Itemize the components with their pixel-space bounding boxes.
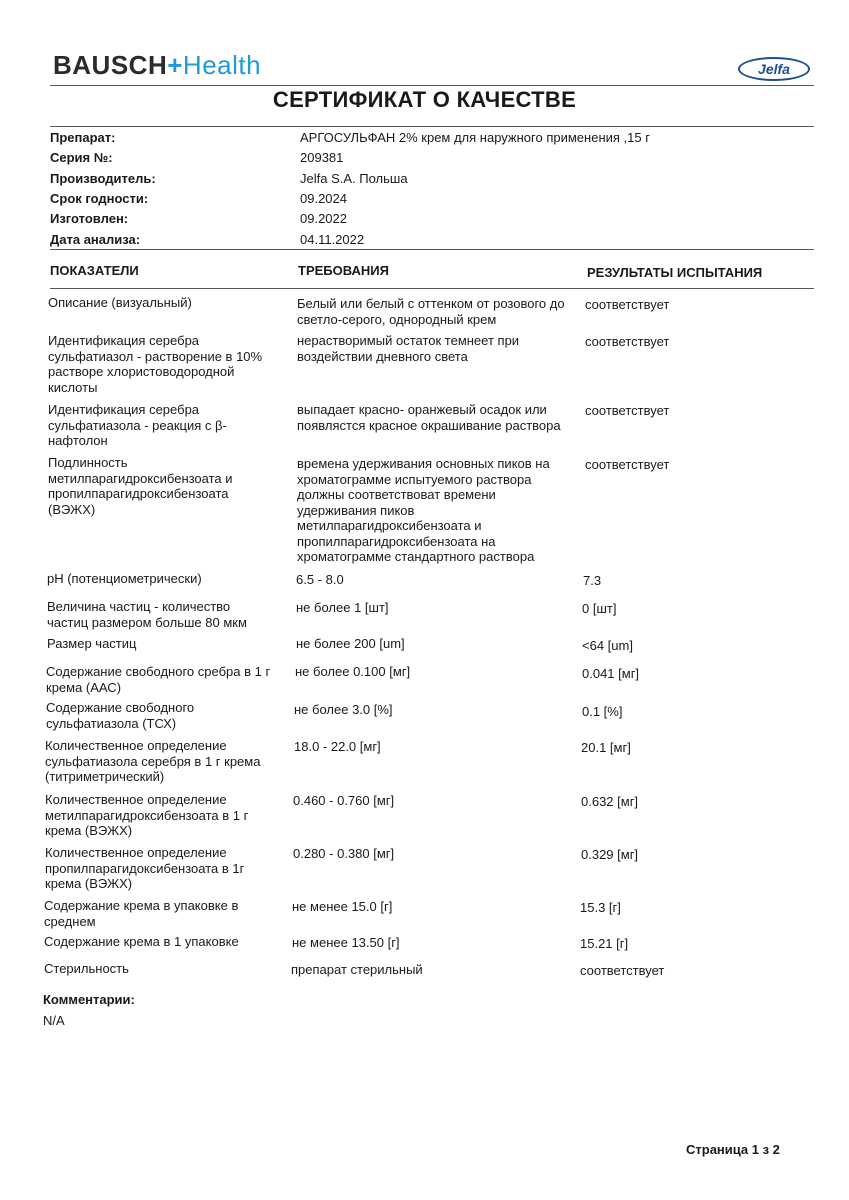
logo-plus-text: + xyxy=(167,50,183,80)
row-requirement: нерастворимый остаток темнеет при воздействии дневного света xyxy=(297,333,520,364)
row-result: соответствует xyxy=(585,403,670,418)
page-number: Страница 1 з 2 xyxy=(686,1142,780,1157)
row-requirement: не менее 13.50 [г] xyxy=(292,935,400,950)
row-result: 0 [шт] xyxy=(582,601,617,616)
row-requirement: не более 0.100 [мг] xyxy=(295,664,411,679)
row-parameter: Содержание свободного сульфатиазола (ТСХ) xyxy=(46,700,195,731)
col-header-results: РЕЗУЛЬТАТЫ ИСПЫТАНИЯ xyxy=(587,265,763,280)
row-parameter: Содержание крема в упаковке в среднем xyxy=(44,898,239,929)
info-label-manufacturer: Производитель: xyxy=(50,171,156,186)
info-label-product: Препарат: xyxy=(50,130,116,145)
row-result: 15.21 [г] xyxy=(580,936,629,951)
logo-health-text: Health xyxy=(182,50,262,80)
row-parameter: Идентификация серебра сульфатиазол - растворение в 10% растворе хлористоводородной кислоты xyxy=(48,333,263,395)
info-label-series: Серия №: xyxy=(50,150,113,165)
row-result: соответствует xyxy=(585,457,670,472)
title-divider xyxy=(50,126,814,127)
row-result: <64 [um] xyxy=(582,638,633,653)
row-parameter: Размер частиц xyxy=(47,636,137,651)
info-label-expiry: Срок годности: xyxy=(50,191,149,206)
row-requirement: не менее 15.0 [г] xyxy=(292,899,393,914)
row-result: 7.3 xyxy=(583,573,602,588)
row-requirement: времена удерживания основных пиков на хроматограмме испытуемого раствора должны соответствоват времени удерживания пиков метилпарагидроксибензоата и пропилпарагидроксибензоата на хроматограмме стандартного раствора xyxy=(297,456,550,564)
row-requirement: 0.280 - 0.380 [мг] xyxy=(293,846,395,861)
row-result: соответствует xyxy=(585,334,670,349)
row-parameter: pH (потенциометрически) xyxy=(47,571,202,586)
info-label-manufactured: Изготовлен: xyxy=(50,211,129,226)
row-parameter: Стерильность xyxy=(44,961,129,976)
info-divider xyxy=(50,249,814,250)
row-requirement: 0.460 - 0.760 [мг] xyxy=(293,793,395,808)
row-parameter: Содержание свободного сребра в 1 г крема (ААС) xyxy=(46,664,271,695)
jelfa-logo: Jelfa xyxy=(738,57,810,81)
document-title: СЕРТИФИКАТ О КАЧЕСТВЕ xyxy=(272,87,577,112)
row-parameter: Содержание крема в 1 упаковке xyxy=(44,934,239,949)
table-header-divider xyxy=(50,288,814,289)
row-result: 20.1 [мг] xyxy=(581,740,631,755)
row-parameter: Идентификация серебра сульфатиазола - реакция с β-нафтолон xyxy=(48,402,227,448)
row-requirement: Белый или белый с оттенком от розового до светло-серого, однородный крем xyxy=(297,296,565,327)
info-value-series: 209381 xyxy=(300,150,344,165)
row-parameter: Подлинность метилпарагидроксибензоата и пропилпарагидроксибензоата (ВЭЖХ) xyxy=(48,455,233,517)
row-parameter: Количественное определение пропилпарагидоксибензоата в 1г крема (ВЭЖХ) xyxy=(45,845,245,891)
info-label-analysis-date: Дата анализа: xyxy=(50,232,141,247)
row-result: 0.1 [%] xyxy=(582,704,623,719)
info-value-manufacturer: Jelfa S.A. Польша xyxy=(300,171,408,186)
info-value-expiry: 09.2024 xyxy=(300,191,347,206)
row-result: соответствует xyxy=(580,963,665,978)
row-requirement: препарат стерильный xyxy=(291,962,423,977)
bausch-health-logo xyxy=(53,50,261,80)
comments-value: N/A xyxy=(43,1013,65,1028)
row-result: 0.041 [мг] xyxy=(582,666,640,681)
row-parameter: Описание (визуальный) xyxy=(48,295,192,310)
row-parameter: Величина частиц - количество частиц размером больше 80 мкм xyxy=(47,599,247,630)
col-header-requirements: ТРЕБОВАНИЯ xyxy=(298,263,389,278)
row-parameter: Количественное определение сульфатиазола серебря в 1 г крема (титриметрический) xyxy=(45,738,261,784)
row-requirement: выпадает красно- оранжевый осадок или появлястся красное окрашивание раствора xyxy=(297,402,561,433)
row-result: соответствует xyxy=(585,297,670,312)
row-requirement: не более 200 [um] xyxy=(296,636,405,651)
comments-label: Комментарии: xyxy=(43,992,135,1007)
row-result: 0.632 [мг] xyxy=(581,794,639,809)
row-result: 0.329 [мг] xyxy=(581,847,639,862)
row-result: 15.3 [г] xyxy=(580,900,621,915)
info-value-analysis-date: 04.11.2022 xyxy=(300,232,365,247)
col-header-parameters: ПОКАЗАТЕЛИ xyxy=(50,263,139,278)
row-requirement: 18.0 - 22.0 [мг] xyxy=(294,739,381,754)
info-value-manufactured: 09.2022 xyxy=(300,211,347,226)
row-requirement: не более 3.0 [%] xyxy=(294,702,393,717)
logo-bausch-text: BAUSCH xyxy=(53,50,168,80)
info-value-product: АРГОСУЛЬФАН 2% крем для наружного применения ,15 г xyxy=(300,130,650,145)
row-requirement: 6.5 - 8.0 xyxy=(296,572,344,587)
row-requirement: не более 1 [шт] xyxy=(296,600,389,615)
row-parameter: Количественное определение метилпарагидроксибензоата в 1 г крема (ВЭЖХ) xyxy=(45,792,249,838)
